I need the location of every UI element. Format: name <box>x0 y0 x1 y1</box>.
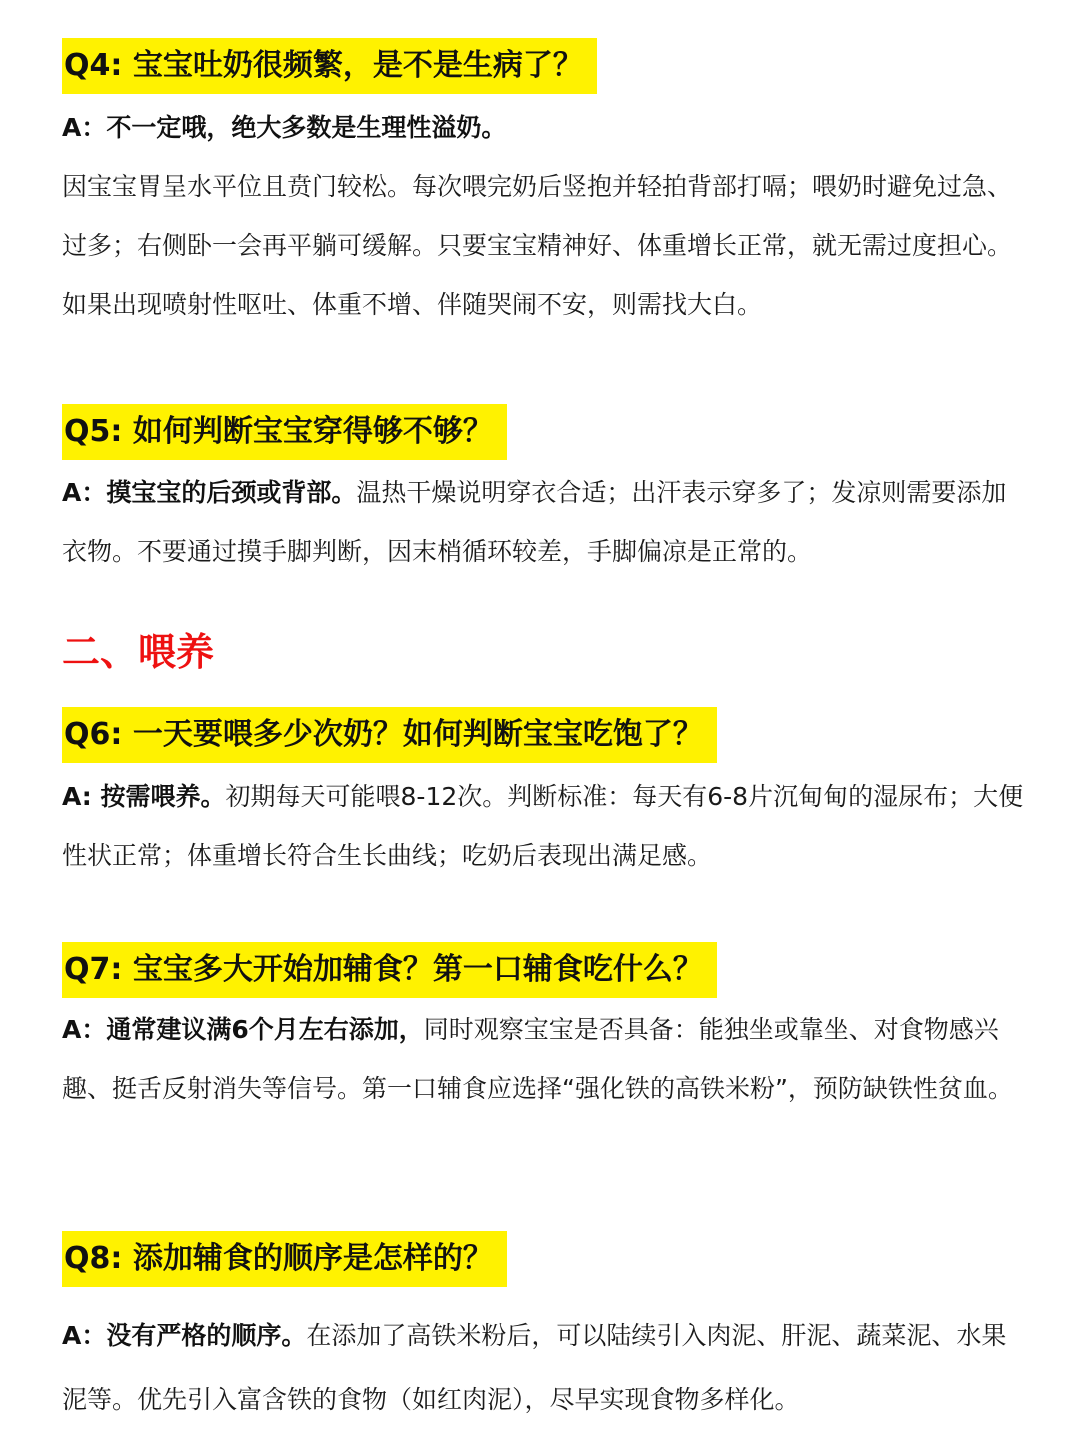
answer-q4-bold <box>62 98 1030 157</box>
section-title-feeding: 二、喂养 <box>62 630 215 674</box>
answer-q5-bold: A：摸宝宝的后颈或背部。 <box>62 478 357 507</box>
answer-q7 <box>62 1000 1030 1118</box>
answer-q5 <box>62 463 1030 581</box>
question-q4: Q4: 宝宝吐奶很频繁，是不是生病了？ <box>62 38 597 94</box>
answer-q6-bold: A: 按需喂养。 <box>62 782 226 811</box>
answer-q8-text: 在添加了高铁米粉后，可以陆续引入肉泥、肝泥、蔬菜泥、水果泥等。优先引入富含铁的食物（如红肉泥），尽早实现食物多样化。 <box>62 1321 1007 1414</box>
answer-q7-text: 同时观察宝宝是否具备：能独坐或靠坐、对食物感兴趣、挺舌反射消失等信号。第一口辅食应选择“强化铁的高铁米粉”，预防缺铁性贫血。 <box>62 1015 1013 1103</box>
question-q6: Q6: 一天要喂多少次奶？如何判断宝宝吃饱了？ <box>62 707 717 763</box>
question-q8: Q8: 添加辅食的顺序是怎样的？ <box>62 1231 507 1287</box>
answer-q6 <box>62 767 1030 885</box>
answer-q8 <box>62 1304 1030 1432</box>
answer-q8-bold: A：没有严格的顺序。 <box>62 1321 307 1350</box>
question-q5: Q5: 如何判断宝宝穿得够不够？ <box>62 404 507 460</box>
answer-q4-bold-block <box>62 98 1030 334</box>
answer-q4-text: 因宝宝胃呈水平位且贲门较松。每次喂完奶后竖抱并轻拍背部打嗝；喂奶时避免过急、过多；右侧卧一会再平躺可缓解。只要宝宝精神好、体重增长正常，就无需过度担心。如果出现喷射性呕吐、体重不增、伴随哭闹不安，则需找大白。 <box>62 172 1013 319</box>
answer-q4-bold-text: A：不一定哦，绝大多数是生理性溢奶。 <box>62 113 507 142</box>
answer-q5-text: 温热干燥说明穿衣合适；出汗表示穿多了；发凉则需要添加衣物。不要通过摸手脚判断，因末梢循环较差，手脚偏凉是正常的。 <box>62 478 1007 566</box>
question-q7: Q7: 宝宝多大开始加辅食？第一口辅食吃什么？ <box>62 942 717 998</box>
answer-q6-text: 初期每天可能喂8-12次。判断标准：每天有6-8片沉甸甸的湿尿布；大便性状正常；体重增长符合生长曲线；吃奶后表现出满足感。 <box>62 782 1024 870</box>
answer-q7-bold: A：通常建议满6个月左右添加， <box>62 1015 424 1044</box>
